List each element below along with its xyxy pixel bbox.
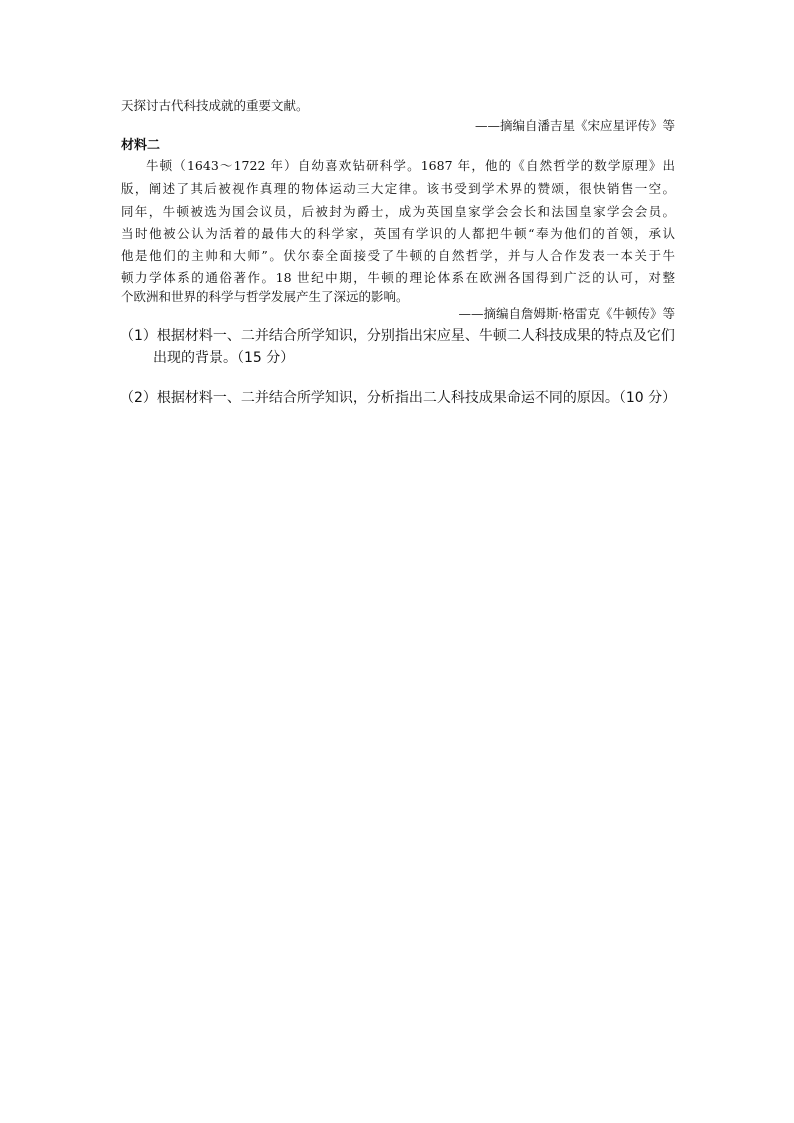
question-1-line-1: （1）根据材料一、二并结合所学知识，分别指出宋应星、牛顿二人科技成果的特点及它们 [120, 328, 675, 344]
material-one-tail-text: 天探讨古代科技成就的重要文献。 [121, 98, 309, 113]
question-1-line-2: 出现的背景。（15 分） [153, 350, 295, 366]
question-2: （2）根据材料一、二并结合所学知识，分析指出二人科技成果命运不同的原因。（10 分） [120, 390, 677, 406]
material-two-heading: 材料二 [121, 138, 161, 153]
paragraph-line: 个欧洲和世界的科学与哲学发展产生了深远的影响。 [121, 289, 409, 304]
material-one-source: ——摘编自潘吉星《宋应星评传》等 [474, 118, 675, 133]
paragraph-line: 牛顿（1643～1722 年）自幼喜欢钻研科学。1687 年，他的《自然哲学的数学原理》出 [146, 158, 675, 173]
paragraph-line: 同年，牛顿被选为国会议员，后被封为爵士，成为英国皇家学会会长和法国皇家学会会员。 [121, 204, 675, 219]
paragraph-line: 版，阐述了其后被视作真理的物体运动三大定律。该书受到学术界的赞颂，很快销售一空。 [121, 181, 675, 196]
material-two-source: ——摘编自詹姆斯·格雷克《牛顿传》等 [458, 306, 675, 321]
paragraph-line: 顿力学体系的通俗著作。18 世纪中期，牛顿的理论体系在欧洲各国得到广泛的认可，对整 [121, 270, 675, 285]
paragraph-line: 当时他被公认为活着的最伟大的科学家，英国有学识的人都把牛顿“奉为他们的首领，承认 [121, 226, 675, 241]
paragraph-line: 他是他们的主帅和大师”。伏尔泰全面接受了牛顿的自然哲学，并与人合作发表一本关于牛 [121, 248, 675, 263]
